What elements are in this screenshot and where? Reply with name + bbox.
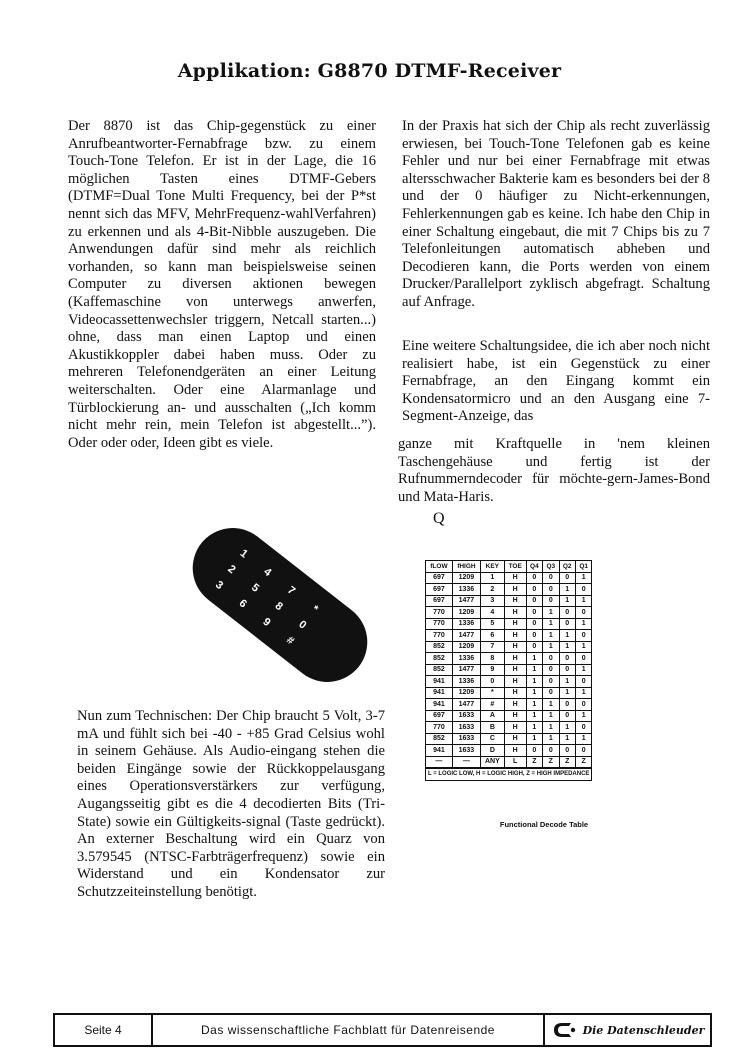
- brand-name: Die Datenschleuder: [582, 1023, 705, 1037]
- table-cell: 1209: [452, 687, 480, 699]
- table-cell: Z: [559, 756, 575, 768]
- table-row: [426, 710, 592, 722]
- table-cell: 0: [575, 745, 591, 757]
- table-cell: H: [504, 641, 526, 653]
- table-cell: 4: [480, 607, 504, 619]
- table-cell: 8: [480, 653, 504, 665]
- table-caption: Functional Decode Table: [499, 820, 589, 829]
- table-header-cell: Q2: [559, 561, 575, 573]
- table-cell: 0: [543, 676, 559, 688]
- table-cell: 1: [559, 630, 575, 642]
- remote-key-label: 3: [213, 578, 226, 593]
- table-cell: 0: [559, 653, 575, 665]
- table-cell: H: [504, 653, 526, 665]
- table-cell: 1: [543, 710, 559, 722]
- table-cell: H: [504, 618, 526, 630]
- table-cell: 770: [426, 618, 453, 630]
- table-cell: 1: [543, 630, 559, 642]
- table-cell: 0: [559, 664, 575, 676]
- table-cell: 0: [575, 630, 591, 642]
- table-cell: 0: [559, 618, 575, 630]
- table-cell: B: [480, 722, 504, 734]
- table-cell: H: [504, 584, 526, 596]
- table-cell: 697: [426, 572, 453, 584]
- table-cell: 1: [575, 641, 591, 653]
- table-cell: H: [504, 722, 526, 734]
- table-cell: 1: [480, 572, 504, 584]
- table-row: [426, 733, 592, 745]
- table-cell: 1336: [452, 676, 480, 688]
- table-cell: 2: [480, 584, 504, 596]
- table-cell: H: [504, 595, 526, 607]
- table-cell: 852: [426, 733, 453, 745]
- table-cell: 1336: [452, 584, 480, 596]
- practice-paragraph: In der Praxis hat sich der Chip als recht zuverlässig erwiesen, bei Touch-Tone Telefonen gab es keine Fehler und nur bei einer Fernabfrage mit etwas altersschwacher Bakterie kam es besonders bei der 8 und der 0 häufiger zu Nicht-erkennungen, Fehlerkennungen gab es keine. Ich habe den Chip in einer Schaltung eingebaut, die mit 7 Chips bis zu 7 Telefonleitungen automatisch abheben und Decodieren kann, die Ports werden von einem Drucker/Parallelport zyklisch abgefragt. Schaltung auf Anfrage.: [402, 118, 710, 310]
- table-cell: 1: [526, 653, 542, 665]
- table-cell: H: [504, 733, 526, 745]
- table-cell: 0: [559, 745, 575, 757]
- remote-key-label: 9: [260, 615, 273, 629]
- page-footer: [53, 1013, 712, 1047]
- table-cell: 0: [526, 641, 542, 653]
- table-row: [426, 676, 592, 688]
- table-cell: 852: [426, 664, 453, 676]
- table-cell: 1: [543, 733, 559, 745]
- table-cell: 0: [543, 595, 559, 607]
- footer-brand: [545, 1015, 710, 1045]
- table-cell: 1: [543, 722, 559, 734]
- table-cell: 0: [559, 607, 575, 619]
- table-cell: 0: [543, 653, 559, 665]
- table-cell: H: [504, 687, 526, 699]
- table-header-cell: fLOW: [426, 561, 453, 573]
- table-cell: Z: [543, 756, 559, 768]
- table-header-cell: KEY: [480, 561, 504, 573]
- remote-key-label: 0: [296, 618, 309, 632]
- table-row: [426, 618, 592, 630]
- table-cell: 0: [559, 710, 575, 722]
- table-cell: 1: [575, 572, 591, 584]
- table-cell: 1: [526, 699, 542, 711]
- remote-key-label: 7: [284, 584, 298, 598]
- table-cell: 852: [426, 653, 453, 665]
- table-cell: 0: [575, 676, 591, 688]
- page-title: Applikation: G8870 DTMF-Receiver: [177, 60, 562, 82]
- table-cell: 1633: [452, 710, 480, 722]
- table-cell: 1209: [452, 607, 480, 619]
- table-cell: 1: [575, 733, 591, 745]
- table-cell: 1477: [452, 630, 480, 642]
- table-cell: 1: [575, 618, 591, 630]
- ccc-logo-icon: [551, 1020, 577, 1040]
- table-row: [426, 607, 592, 619]
- table-cell: H: [504, 664, 526, 676]
- table-row: [426, 664, 592, 676]
- table-row: [426, 595, 592, 607]
- table-cell: 1: [575, 595, 591, 607]
- table-cell: 697: [426, 584, 453, 596]
- table-cell: #: [480, 699, 504, 711]
- table-cell: 697: [426, 595, 453, 607]
- table-cell: 0: [526, 595, 542, 607]
- table-cell: 1477: [452, 595, 480, 607]
- remote-key-label: *: [309, 603, 321, 616]
- table-cell: 0: [526, 607, 542, 619]
- remote-key-label: #: [283, 634, 297, 648]
- table-row: [426, 584, 592, 596]
- table-cell: L: [504, 756, 526, 768]
- author-signature: Q: [433, 510, 445, 527]
- intro-paragraph: Der 8870 ist das Chip-gegenstück zu einer Anrufbeantworter-Fernabfrage bzw. zu einem Touch-Tone Telefon. Er ist in der Lage, die 16 möglichen Tasten eines DTMF-Gebers (DTMF=Dual Tone Multi Frequency, bei der P*st nennt sich das MFV, MehrFrequenz-wahlVerfahren) zu erkennen und als 4-Bit-Nibble auszugeben. Die Anwendungen dafür sind mehr als reichlich vorhanden, so kann man beispielsweise seinen Computer zu diversen aktionen bewegen (Kaffemaschine von unterwegs anwerfen, Videocassettenwechsler triggern, Netcall starten...) ohne, dass man einen Laptop und einen Akustikkoppler dabei haben muss. Oder zu mehreren Telefonendgeräten an einer Leitung weiterschalten. Oder eine Alarmanlage und Türblockierung an- und ausschalten („Ich komm nicht mehr rein, mein Telefon ist abgestellt...”). Oder oder oder, Ideen gibt es viele.: [68, 118, 376, 451]
- idea-paragraph-continued: ganze mit Kraftquelle in 'nem kleinen Taschengehäuse und fertig ist der Rufnummerndecoder für möchte-gern-James-Bond und Mata-Haris.: [398, 436, 710, 505]
- table-cell: 0: [543, 687, 559, 699]
- table-cell: —: [426, 756, 453, 768]
- table-cell: 941: [426, 745, 453, 757]
- table-cell: 0: [526, 572, 542, 584]
- decode-table: [425, 560, 592, 781]
- technical-paragraph: Nun zum Technischen: Der Chip braucht 5 Volt, 3-7 mA und fühlt sich bei -40 - +85 Grad Celsius wohl in seinem Gehäuse. Als Audio-eingang stehen die beiden Eingänge sowie der Rückkoppelausgang eines Operationsverstärkers zur verfügung, Augangsseitig gibt es die 4 decodierten Bits (Tri-State) sowie ein Gültigkeits-signal (Taste gedrückt). An externer Beschaltung wird ein Quarz von 3.579545 (NTSC-Farbträgerfrequenz) sowie ein Widerstand und ein Kondensator zur Schutzzeiteinstellung benötigt.: [77, 708, 385, 900]
- table-cell: H: [504, 630, 526, 642]
- table-row: [426, 641, 592, 653]
- table-cell: 0: [480, 676, 504, 688]
- remote-control-illustration: [160, 520, 400, 690]
- table-cell: 0: [526, 618, 542, 630]
- table-header-row: [426, 561, 592, 573]
- table-cell: 1: [559, 641, 575, 653]
- table-cell: 3: [480, 595, 504, 607]
- table-cell: 0: [543, 584, 559, 596]
- table-cell: 1: [559, 733, 575, 745]
- table-cell: 0: [575, 584, 591, 596]
- table-footnote-row: [426, 768, 592, 780]
- table-row: [426, 722, 592, 734]
- table-cell: 1477: [452, 664, 480, 676]
- table-cell: 1633: [452, 745, 480, 757]
- table-cell: 1209: [452, 572, 480, 584]
- table-cell: 941: [426, 687, 453, 699]
- table-cell: 1: [559, 722, 575, 734]
- table-row: [426, 756, 592, 768]
- remote-key-label: 2: [225, 563, 238, 577]
- table-cell: 0: [526, 584, 542, 596]
- table-cell: 1209: [452, 641, 480, 653]
- table-cell: 1633: [452, 733, 480, 745]
- table-cell: 5: [480, 618, 504, 630]
- remote-key-label: 4: [261, 565, 274, 579]
- table-row: [426, 699, 592, 711]
- table-cell: 1: [543, 607, 559, 619]
- table-cell: 0: [543, 745, 559, 757]
- table-row: [426, 630, 592, 642]
- page-number: Seite 4: [55, 1015, 153, 1045]
- table-cell: ANY: [480, 756, 504, 768]
- table-row: [426, 653, 592, 665]
- table-header-cell: Q1: [575, 561, 591, 573]
- table-cell: D: [480, 745, 504, 757]
- remote-key-label: 6: [236, 597, 249, 611]
- table-cell: H: [504, 607, 526, 619]
- table-cell: Z: [575, 756, 591, 768]
- table-cell: 852: [426, 641, 453, 653]
- table-cell: 0: [543, 572, 559, 584]
- table-cell: 1: [575, 710, 591, 722]
- table-cell: 1336: [452, 618, 480, 630]
- table-cell: H: [504, 699, 526, 711]
- table-cell: 770: [426, 630, 453, 642]
- footer-tagline: Das wissenschaftliche Fachblatt für Datenreisende: [153, 1015, 545, 1045]
- table-cell: 1: [526, 687, 542, 699]
- table-cell: 0: [575, 653, 591, 665]
- table-header-cell: Q3: [543, 561, 559, 573]
- table-cell: H: [504, 572, 526, 584]
- table-cell: 1: [543, 699, 559, 711]
- table-cell: 0: [543, 664, 559, 676]
- table-cell: 1: [559, 595, 575, 607]
- table-cell: 1: [575, 664, 591, 676]
- table-cell: 0: [526, 745, 542, 757]
- table-cell: 9: [480, 664, 504, 676]
- table-cell: 770: [426, 607, 453, 619]
- table-cell: 1: [559, 584, 575, 596]
- table-cell: 1336: [452, 653, 480, 665]
- table-cell: 1: [526, 733, 542, 745]
- table-cell: 941: [426, 676, 453, 688]
- table-cell: 0: [559, 572, 575, 584]
- table-cell: —: [452, 756, 480, 768]
- table-header-cell: Q4: [526, 561, 542, 573]
- table-cell: H: [504, 676, 526, 688]
- table-row: [426, 745, 592, 757]
- table-cell: 0: [575, 699, 591, 711]
- table-cell: 7: [480, 641, 504, 653]
- table-cell: 1633: [452, 722, 480, 734]
- table-cell: 0: [559, 699, 575, 711]
- table-footnote: L = LOGIC LOW, H = LOGIC HIGH, Z = HIGH IMPEDANCE: [426, 768, 592, 780]
- table-cell: *: [480, 687, 504, 699]
- table-cell: H: [504, 710, 526, 722]
- idea-paragraph: Eine weitere Schaltungsidee, die ich aber noch nicht realisiert habe, ist ein Gegenstück zu einer Fernabfrage, an den Eingang kommt ein Kondensatormicro und an den Ausgang eine 7-Segment-Anzeige, das: [402, 338, 710, 425]
- remote-key-label: 1: [237, 547, 250, 561]
- table-cell: 0: [575, 722, 591, 734]
- table-cell: 697: [426, 710, 453, 722]
- remote-key-label: 5: [249, 581, 262, 595]
- table-cell: 1: [526, 710, 542, 722]
- table-cell: 1: [575, 687, 591, 699]
- table-cell: 6: [480, 630, 504, 642]
- table-cell: 1477: [452, 699, 480, 711]
- table-cell: A: [480, 710, 504, 722]
- table-cell: 941: [426, 699, 453, 711]
- remote-key-label: 8: [272, 599, 285, 614]
- table-row: [426, 572, 592, 584]
- table-cell: 1: [526, 722, 542, 734]
- table-cell: 770: [426, 722, 453, 734]
- table-cell: 1: [526, 676, 542, 688]
- table-header-cell: fHIGH: [452, 561, 480, 573]
- scan-edge: [0, 0, 4, 1055]
- table-cell: C: [480, 733, 504, 745]
- table-cell: 1: [543, 618, 559, 630]
- table-cell: 1: [559, 687, 575, 699]
- table-cell: 0: [575, 607, 591, 619]
- table-cell: H: [504, 745, 526, 757]
- table-cell: 1: [559, 676, 575, 688]
- table-cell: 0: [526, 630, 542, 642]
- table-cell: Z: [526, 756, 542, 768]
- table-header-cell: TOE: [504, 561, 526, 573]
- table-cell: 1: [526, 664, 542, 676]
- table-cell: 1: [543, 641, 559, 653]
- table-row: [426, 687, 592, 699]
